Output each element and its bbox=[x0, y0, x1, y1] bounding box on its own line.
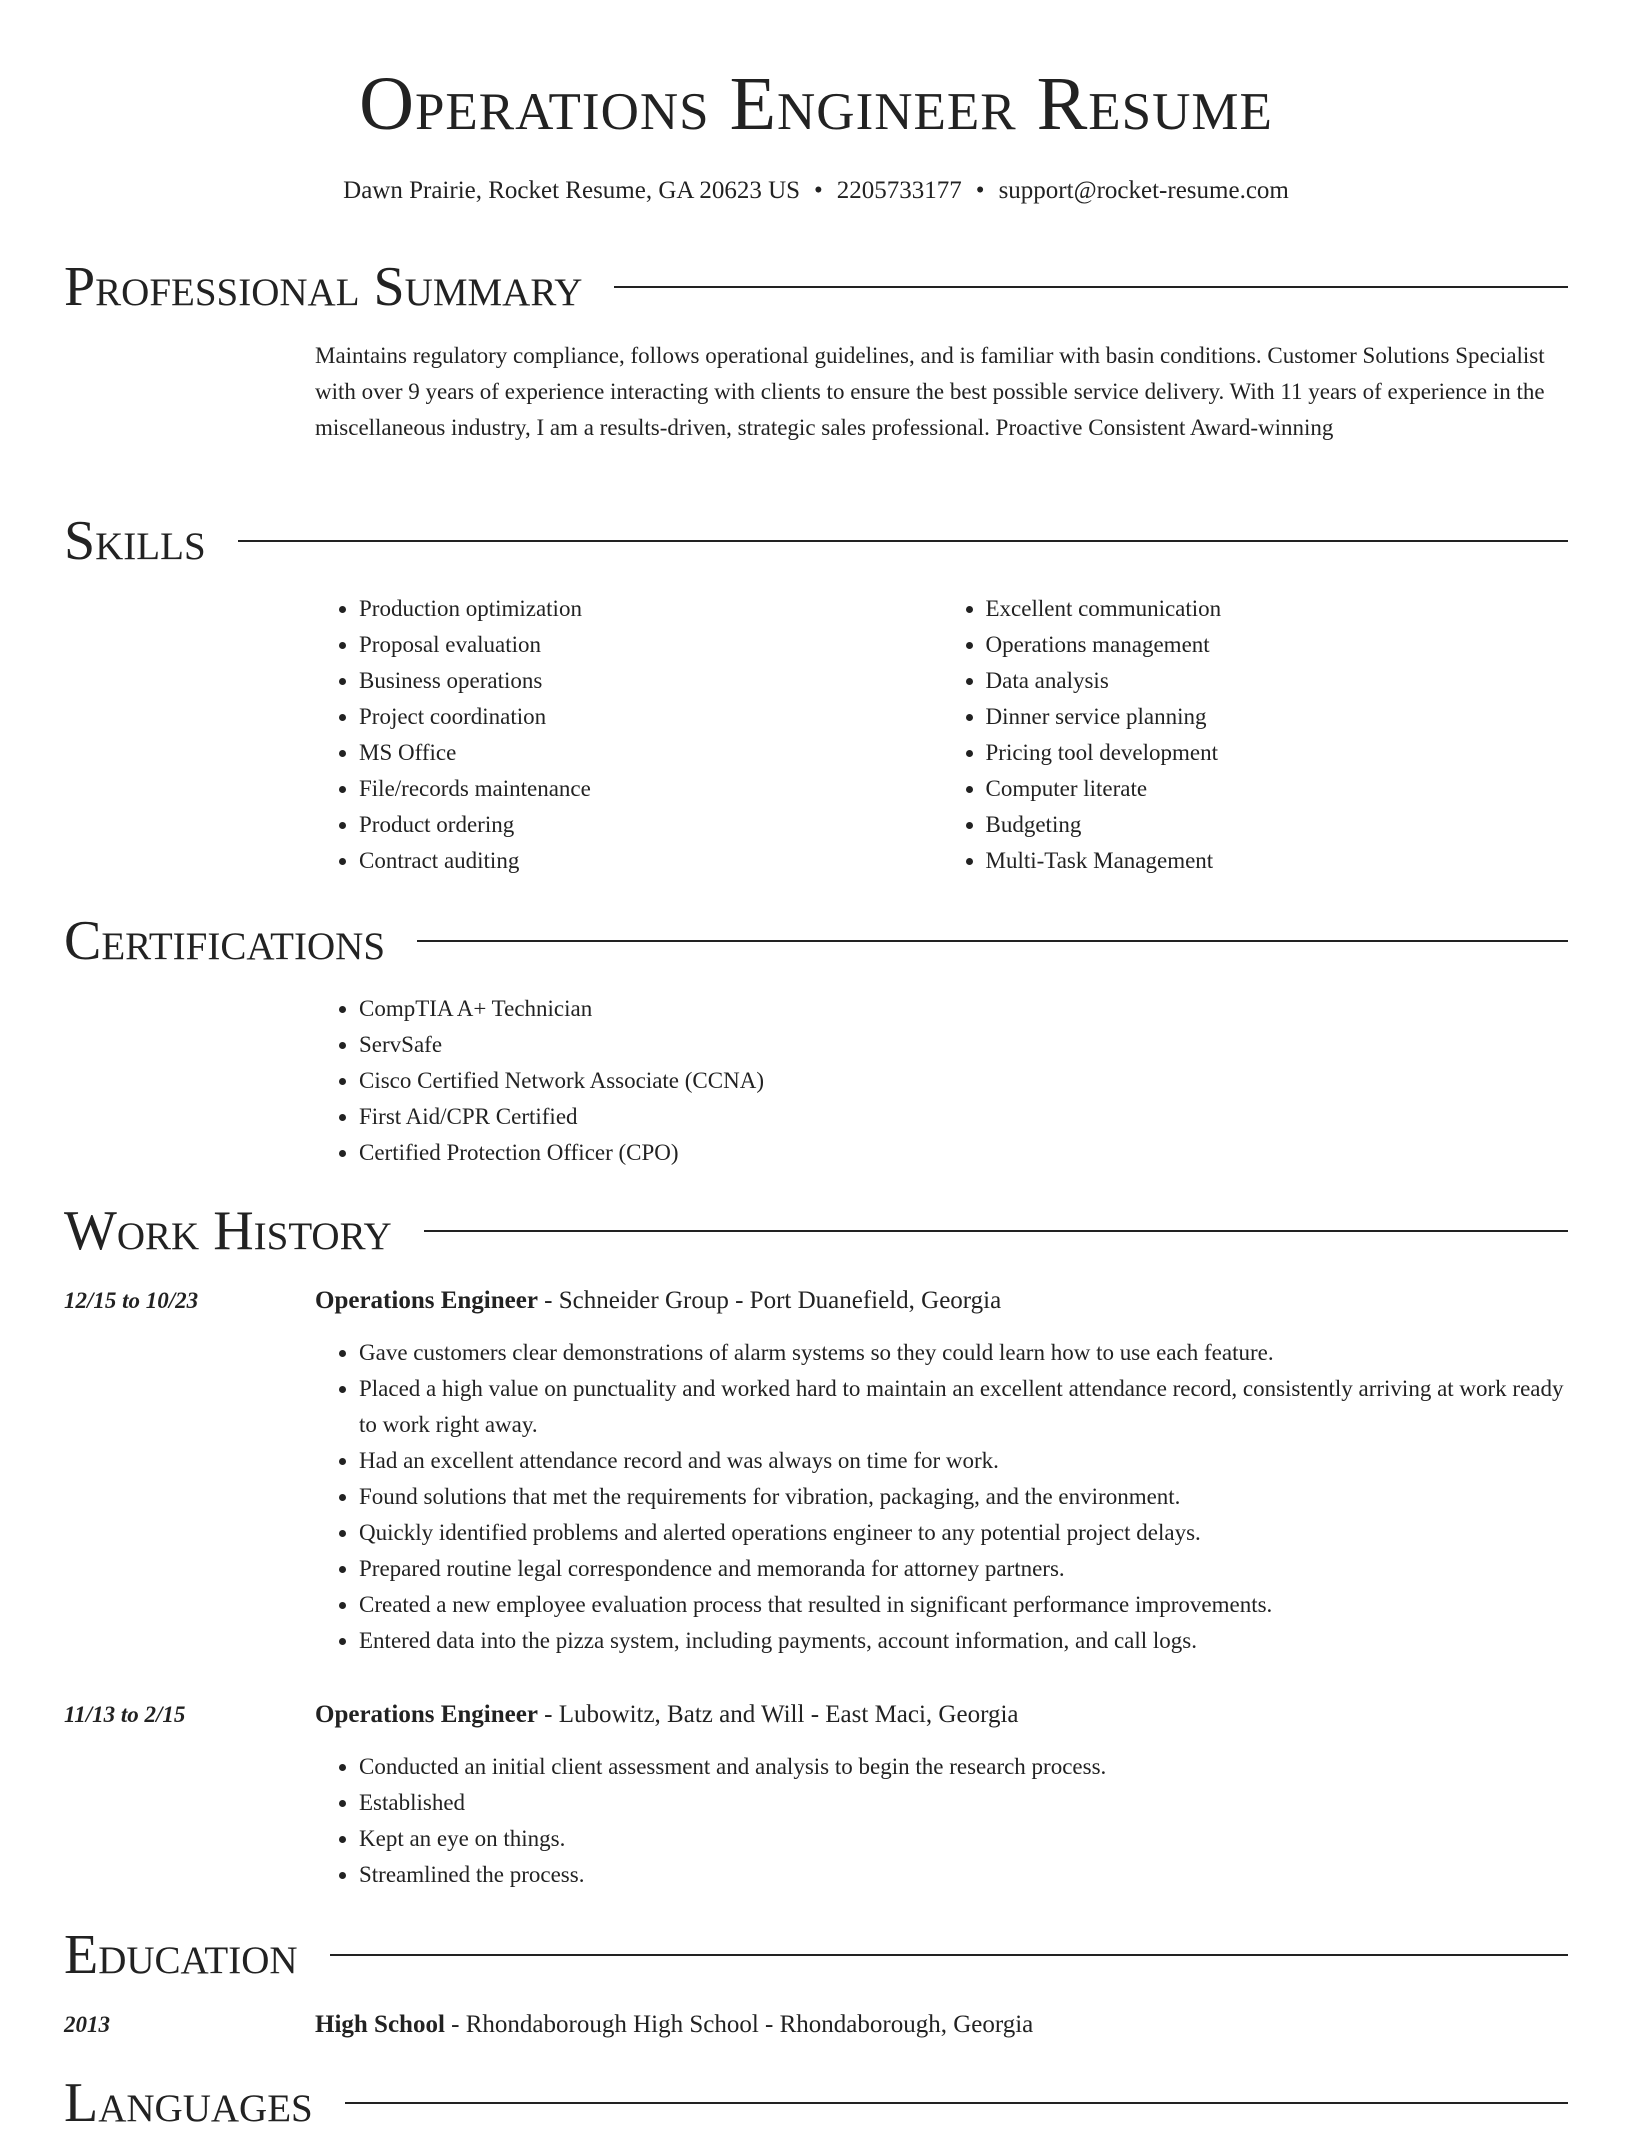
skill-item: • Dinner service planning bbox=[986, 699, 1569, 735]
skills-section-header bbox=[64, 506, 1568, 576]
contact-email[interactable]: support@rocket-resume.com bbox=[998, 177, 1289, 204]
summary-heading: Professional Summary bbox=[64, 256, 583, 318]
education-year: 2013 bbox=[64, 2012, 110, 2037]
job-bullet: • Had an excellent attendance record and was always on time for work. bbox=[359, 1443, 1568, 1479]
skill-item: • Excellent communication bbox=[986, 591, 1569, 627]
work-section-header bbox=[64, 1196, 1568, 1266]
certification-item: • CompTIA A+ Technician bbox=[359, 991, 1568, 1027]
job-bullet: • Gave customers clear demonstrations of alarm systems so they could learn how to use each feature. bbox=[359, 1335, 1568, 1371]
resume-title: Operations Engineer Resume bbox=[359, 62, 1273, 146]
skill-item: • MS Office bbox=[359, 735, 942, 771]
skill-item: • Operations management bbox=[986, 627, 1569, 663]
job-dates: 11/13 to 2/15 bbox=[64, 1702, 186, 1727]
job-bullet: • Kept an eye on things. bbox=[359, 1821, 1568, 1857]
skills-heading: Skills bbox=[64, 510, 206, 572]
contact-line bbox=[0, 174, 1632, 208]
skill-item: • Budgeting bbox=[986, 807, 1569, 843]
section-divider bbox=[417, 940, 1568, 942]
certification-item: • Certified Protection Officer (CPO) bbox=[359, 1135, 1568, 1171]
skill-item: • Production optimization bbox=[359, 591, 942, 627]
certifications-heading: Certifications bbox=[64, 910, 386, 972]
job-bullet: • Placed a high value on punctuality and worked hard to maintain an excellent attendance record, consistently arriving at work ready to work right away. bbox=[359, 1371, 1568, 1443]
job-bullet: • Quickly identified problems and alerted operations engineer to any potential project delays. bbox=[359, 1515, 1568, 1551]
certifications-list bbox=[315, 991, 1568, 1171]
contact-separator: • bbox=[975, 177, 985, 204]
job-bullet: • Conducted an initial client assessment and analysis to begin the research process. bbox=[359, 1749, 1568, 1785]
job-title: Operations Engineer bbox=[315, 1701, 538, 1728]
skill-item: • File/records maintenance bbox=[359, 771, 942, 807]
education-details: - Rhondaborough High School - Rhondaborough, Georgia bbox=[444, 2011, 1034, 2038]
languages-section-header bbox=[64, 2068, 1568, 2138]
job-heading bbox=[315, 1283, 1568, 1319]
certification-item: • Cisco Certified Network Associate (CCNA) bbox=[359, 1063, 1568, 1099]
certifications-block bbox=[315, 991, 1568, 1171]
job-bullet: • Established bbox=[359, 1785, 1568, 1821]
job-heading bbox=[315, 1697, 1568, 1733]
skills-list-left bbox=[315, 591, 942, 879]
summary-block bbox=[315, 338, 1568, 446]
section-divider bbox=[345, 2102, 1568, 2104]
job-entry bbox=[315, 1283, 1568, 1659]
section-divider bbox=[330, 1954, 1568, 1956]
skill-item: • Proposal evaluation bbox=[359, 627, 942, 663]
languages-heading: Languages bbox=[64, 2072, 313, 2134]
summary-text: Maintains regulatory compliance, follows operational guidelines, and is familiar with basin conditions. Customer Solutions Specialist with over 9 years of experience interacting with clients to ensure the best possible service delivery. With 11 years of experience in the miscellaneous industry, I am a results-driven, strategic sales professional. Proactive Consistent Award-winning bbox=[315, 343, 1545, 440]
job-bullet: • Created a new employee evaluation process that resulted in significant performance improvements. bbox=[359, 1587, 1568, 1623]
skills-block bbox=[315, 591, 1568, 879]
job-bullet: • Entered data into the pizza system, including payments, account information, and call logs. bbox=[359, 1623, 1568, 1659]
education-section-header bbox=[64, 1920, 1568, 1990]
certification-item: • First Aid/CPR Certified bbox=[359, 1099, 1568, 1135]
skill-item: • Multi-Task Management bbox=[986, 843, 1569, 879]
education-degree: High School bbox=[315, 2011, 445, 2038]
section-divider bbox=[424, 1230, 1568, 1232]
section-divider bbox=[614, 286, 1568, 288]
job-bullet: • Found solutions that met the requirements for vibration, packaging, and the environment. bbox=[359, 1479, 1568, 1515]
job-details: - Lubowitz, Batz and Will - East Maci, Georgia bbox=[537, 1701, 1019, 1728]
job-bullet: • Streamlined the process. bbox=[359, 1857, 1568, 1893]
skill-item: • Pricing tool development bbox=[986, 735, 1569, 771]
education-heading: Education bbox=[64, 1924, 298, 1986]
job-bullets bbox=[315, 1749, 1568, 1893]
education-heading-line bbox=[315, 2007, 1568, 2043]
skill-item: • Computer literate bbox=[986, 771, 1569, 807]
skill-item: • Business operations bbox=[359, 663, 942, 699]
job-title: Operations Engineer bbox=[315, 1287, 538, 1314]
certification-item: • ServSafe bbox=[359, 1027, 1568, 1063]
skill-item: • Project coordination bbox=[359, 699, 942, 735]
education-entry bbox=[315, 2007, 1568, 2059]
job-bullet: • Prepared routine legal correspondence and memoranda for attorney partners. bbox=[359, 1551, 1568, 1587]
contact-phone: 2205733177 bbox=[836, 177, 962, 204]
section-divider bbox=[238, 540, 1568, 542]
skill-item: • Contract auditing bbox=[359, 843, 942, 879]
summary-section-header bbox=[64, 252, 1568, 322]
skills-list-right bbox=[942, 591, 1569, 879]
job-bullets bbox=[315, 1335, 1568, 1659]
job-dates: 12/15 to 10/23 bbox=[64, 1288, 199, 1313]
work-heading: Work History bbox=[64, 1200, 392, 1262]
contact-address: Dawn Prairie, Rocket Resume, GA 20623 US bbox=[343, 177, 801, 204]
skill-item: • Product ordering bbox=[359, 807, 942, 843]
skill-item: • Data analysis bbox=[986, 663, 1569, 699]
contact-separator: • bbox=[814, 177, 823, 204]
certifications-section-header bbox=[64, 906, 1568, 976]
job-entry bbox=[315, 1697, 1568, 1893]
job-details: - Schneider Group - Port Duanefield, Georgia bbox=[537, 1287, 1002, 1314]
